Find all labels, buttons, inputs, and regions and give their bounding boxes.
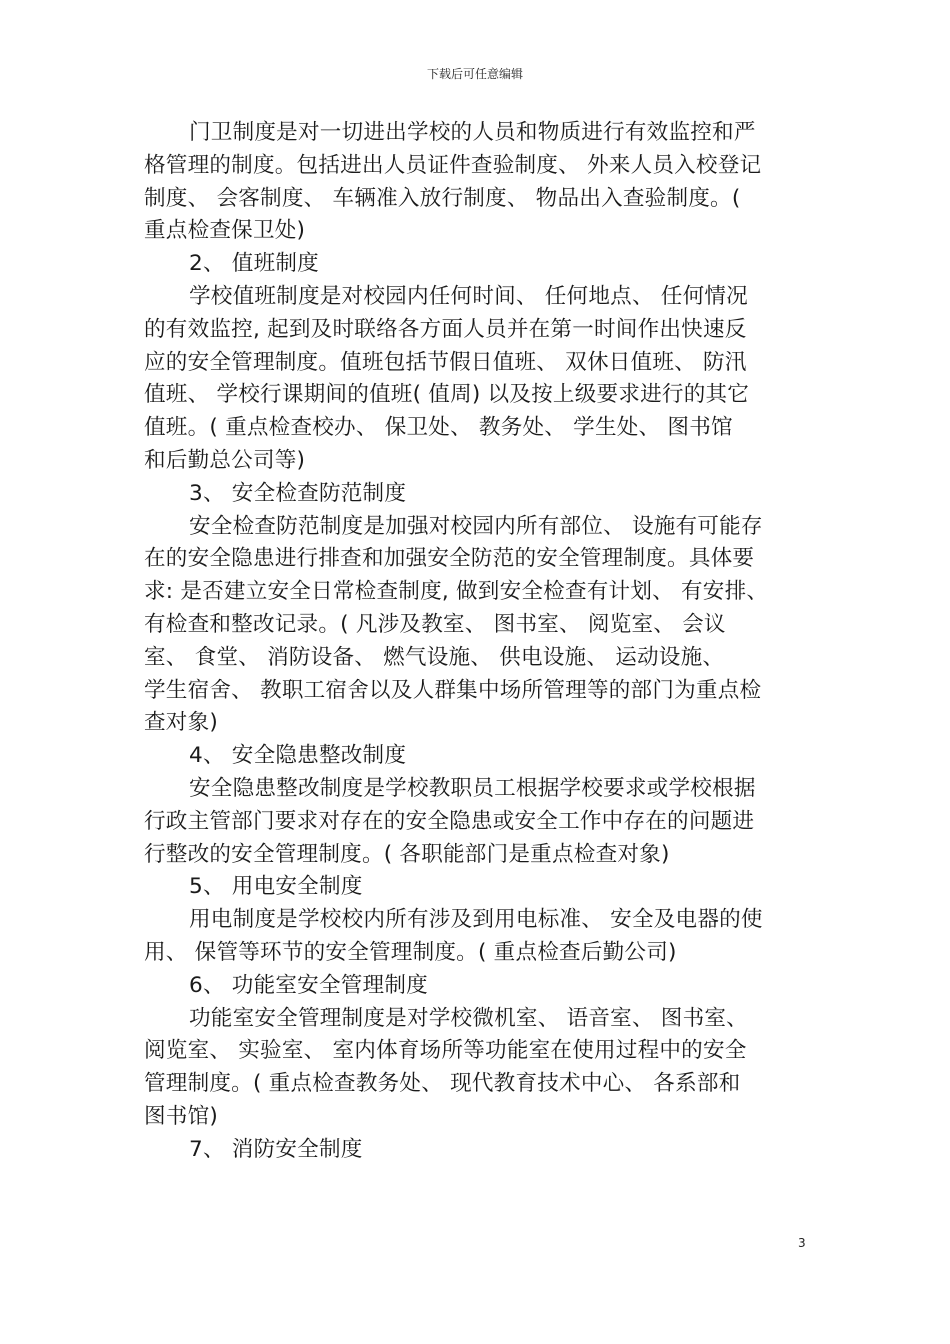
text-line: 的有效监控, 起到及时联络各方面人员并在第一时间作出快速反	[144, 316, 747, 342]
text-line: 管理制度。( 重点检查教务处、 现代教育技术中心、 各系部和	[144, 1071, 741, 1097]
text-line: 安全隐患整改制度是学校教职员工根据学校要求或学校根据	[189, 775, 756, 801]
text-line: 阅览室、 实验室、 室内体育场所等功能室在使用过程中的安全	[144, 1038, 747, 1064]
text-line: 6、 功能室安全管理制度	[189, 972, 428, 998]
text-line: 门卫制度是对一切进出学校的人员和物质进行有效监控和严	[189, 120, 756, 145]
text-line: 行政主管部门要求对存在的安全隐患或安全工作中存在的问题进	[144, 808, 755, 834]
text-line: 格管理的制度。包括进出人员证件查验制度、 外来人员入校登记	[144, 152, 762, 178]
text-line: 和后勤总公司等)	[144, 447, 306, 473]
text-line: 在的安全隐患进行排查和加强安全防范的安全管理制度。具体要	[144, 546, 755, 572]
text-line: 5、 用电安全制度	[189, 874, 363, 900]
text-line: 行整改的安全管理制度。( 各职能部门是重点检查对象)	[144, 841, 670, 867]
text-line: 安全检查防范制度是加强对校园内所有部位、 设施有可能存	[189, 513, 763, 539]
page-number: 3	[798, 1236, 806, 1250]
text-line: 应的安全管理制度。值班包括节假日值班、 双休日值班、 防汛	[144, 349, 747, 375]
text-line: 有检查和整改记录。( 凡涉及教室、 图书室、 阅览室、 会议	[144, 611, 726, 637]
text-line: 功能室安全管理制度是对学校微机室、 语音室、 图书室、	[189, 1005, 748, 1031]
text-line: 4、 安全隐患整改制度	[189, 743, 407, 769]
document-body	[144, 117, 812, 1167]
text-line: 7、 消防安全制度	[189, 1136, 363, 1162]
text-line: 2、 值班制度	[189, 251, 319, 277]
text-line: 查对象)	[144, 710, 219, 736]
page-header: 下载后可任意编辑	[426, 67, 523, 81]
text-line: 用电制度是学校校内所有涉及到用电标准、 安全及电器的使	[189, 907, 763, 933]
text-line: 值班。( 重点检查校办、 保卫处、 教务处、 学生处、 图书馆	[144, 415, 733, 441]
text-line: 3、 安全检查防范制度	[189, 480, 407, 506]
text-line: 室、 食堂、 消防设备、 燃气设施、 供电设施、 运动设施、	[144, 644, 725, 670]
text-line: 用、 保管等环节的安全管理制度。( 重点检查后勤公司)	[144, 939, 677, 965]
text-line: 重点检查保卫处)	[144, 218, 306, 244]
text-line: 学校值班制度是对校园内任何时间、 任何地点、 任何情况	[189, 283, 748, 309]
text-line: 图书馆)	[144, 1103, 219, 1129]
text-line: 制度、 会客制度、 车辆准入放行制度、 物品出入查验制度。(	[144, 185, 741, 211]
text-line: 学生宿舍、 教职工宿舍以及人群集中场所管理等的部门为重点检	[144, 677, 762, 703]
text-line: 值班、 学校行课期间的值班( 值周) 以及按上级要求进行的其它	[144, 382, 750, 408]
text-line: 求: 是否建立安全日常检查制度, 做到安全检查有计划、 有安排、	[144, 579, 769, 605]
